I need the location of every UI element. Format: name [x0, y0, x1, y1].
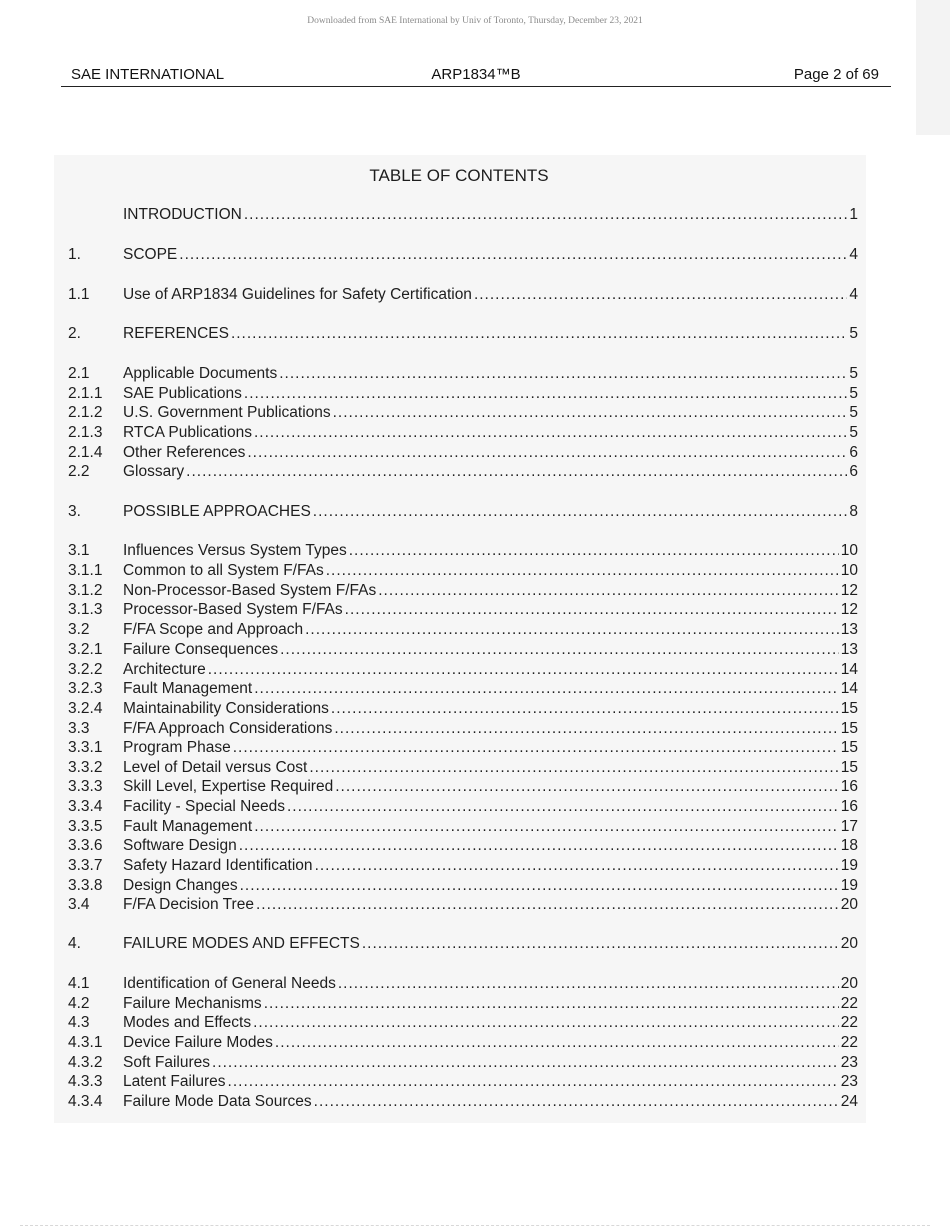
toc-entry-line	[123, 698, 858, 720]
download-note: Downloaded from SAE International by Univ of Toronto, Thursday, December 23, 2021	[307, 16, 643, 26]
scan-artifact-line	[20, 1225, 930, 1228]
toc-entry-page: 16	[840, 778, 858, 795]
toc-entry	[68, 1012, 858, 1034]
toc-entry-number: 3.2.3	[68, 680, 103, 697]
toc-entry-number: 3.2.1	[68, 641, 103, 658]
toc-entry	[68, 855, 858, 877]
toc-entry-number: 2.	[68, 325, 81, 342]
toc-entry-line	[123, 501, 858, 523]
toc-entry-title: F/FA Scope and Approach	[123, 621, 304, 638]
toc-entry-page: 5	[849, 325, 858, 342]
toc-entry-line	[123, 461, 858, 483]
toc-entry-page: 12	[840, 601, 858, 618]
toc-entry-line	[123, 244, 858, 266]
toc-entry-title: RTCA Publications	[123, 424, 252, 441]
toc-entry-title: Design Changes	[123, 877, 238, 894]
toc-entry	[68, 599, 858, 621]
toc-entry-line	[123, 1071, 858, 1093]
toc-entry-number: 1.	[68, 246, 81, 263]
toc-entry-number: 1.1	[68, 286, 90, 303]
toc-entry-line	[123, 1012, 858, 1034]
toc-entry-line	[123, 363, 858, 385]
toc-dot-leader	[231, 323, 847, 345]
toc-entry	[68, 1032, 858, 1054]
toc-entry-number: 4.	[68, 935, 81, 952]
toc-entry-title: Non-Processor-Based System F/FAs	[123, 582, 377, 599]
toc-entry-page: 10	[840, 542, 858, 559]
header-organization: SAE INTERNATIONAL	[71, 66, 225, 83]
toc-entry-page: 24	[840, 1093, 858, 1110]
toc-entry-title: Program Phase	[123, 739, 231, 756]
toc-dot-leader	[338, 973, 839, 995]
toc-dot-leader	[345, 599, 839, 621]
toc-entry-page: 15	[840, 739, 858, 756]
toc-dot-leader	[315, 855, 839, 877]
toc-entry-number: 3.2.2	[68, 661, 103, 678]
toc-entry	[68, 560, 858, 582]
toc-entry-number: 2.1.1	[68, 385, 103, 402]
toc-entry	[68, 402, 858, 424]
toc-entry-line	[123, 619, 858, 641]
toc-dot-leader	[305, 619, 839, 641]
toc-entry-number: 3.2.4	[68, 700, 103, 717]
toc-entry	[68, 619, 858, 641]
toc-entry-number: 4.3.2	[68, 1054, 103, 1071]
toc-entry-number: 3.3.2	[68, 759, 103, 776]
toc-entry-page: 8	[849, 503, 858, 520]
toc-dot-leader	[362, 933, 839, 955]
toc-entry-title: Level of Detail versus Cost	[123, 759, 308, 776]
toc-entry-title: Identification of General Needs	[123, 975, 336, 992]
toc-entry-page: 23	[840, 1073, 858, 1090]
toc-entry-title: Architecture	[123, 661, 206, 678]
toc-entry-title: SAE Publications	[123, 385, 242, 402]
toc-dot-leader	[254, 422, 847, 444]
toc-entry-title: Glossary	[123, 463, 185, 480]
toc-dot-leader	[254, 678, 839, 700]
toc-entry	[68, 894, 858, 916]
toc-entry-number: 4.3.1	[68, 1034, 103, 1051]
toc-entry-title: U.S. Government Publications	[123, 404, 331, 421]
toc-dot-leader	[287, 796, 839, 818]
toc-entry-page: 14	[840, 661, 858, 678]
toc-entry-page: 10	[840, 562, 858, 579]
toc-entry-title: Applicable Documents	[123, 365, 278, 382]
toc-entry-line	[123, 933, 858, 955]
toc-entry-title: Soft Failures	[123, 1054, 211, 1071]
toc-entry	[68, 678, 858, 700]
toc-entry-page: 22	[840, 1034, 858, 1051]
toc-entry-page: 14	[840, 680, 858, 697]
toc-entry-number: 3.1.3	[68, 601, 103, 618]
toc-entry-number: 3.3.3	[68, 778, 103, 795]
toc-entry-title: REFERENCES	[123, 325, 229, 342]
toc-dot-leader	[313, 501, 848, 523]
toc-entry-title: Use of ARP1834 Guidelines for Safety Certification	[123, 286, 472, 303]
toc-entry-line	[123, 560, 858, 582]
toc-entry-page: 18	[840, 837, 858, 854]
toc-entry-page: 6	[849, 463, 858, 480]
toc-dot-leader	[333, 402, 848, 424]
toc-entry-page: 22	[840, 1014, 858, 1031]
toc-entry-title: Maintainability Considerations	[123, 700, 329, 717]
toc-entry-line	[123, 894, 858, 916]
toc-entry-line	[123, 204, 858, 226]
toc-dot-leader	[239, 835, 839, 857]
toc-entry-line	[123, 796, 858, 818]
toc-entry	[68, 973, 858, 995]
toc-entry-page: 5	[849, 385, 858, 402]
toc-entry-title: Processor-Based System F/FAs	[123, 601, 343, 618]
toc-entry-title: SCOPE	[123, 246, 178, 263]
toc-entry-number: 4.3.3	[68, 1073, 103, 1090]
toc-entry-page: 6	[849, 444, 858, 461]
toc-entry-number: 3.	[68, 503, 81, 520]
toc-entry-title: Influences Versus System Types	[123, 542, 347, 559]
toc-dot-leader	[279, 363, 847, 385]
toc-entry	[68, 796, 858, 818]
toc-entry-page: 20	[840, 935, 858, 952]
toc-entry-page: 20	[840, 896, 858, 913]
toc-entry-title: Failure Mechanisms	[123, 995, 262, 1012]
toc-dot-leader	[314, 1091, 839, 1113]
toc-entry-line	[123, 855, 858, 877]
toc-entry-line	[123, 402, 858, 424]
toc-title: TABLE OF CONTENTS	[369, 166, 549, 185]
toc-entry-title: F/FA Decision Tree	[123, 896, 254, 913]
toc-entry-title: Failure Consequences	[123, 641, 279, 658]
toc-entry-number: 3.2	[68, 621, 90, 638]
toc-entry-number: 3.1	[68, 542, 90, 559]
toc-entry-line	[123, 973, 858, 995]
toc-entry-page: 19	[840, 877, 858, 894]
toc-entry-number: 4.2	[68, 995, 90, 1012]
toc-entry-page: 13	[840, 621, 858, 638]
toc-entry	[68, 835, 858, 857]
toc-entry-page: 5	[849, 365, 858, 382]
toc-entry-number: 2.1.4	[68, 444, 103, 461]
toc-entry-title: Common to all System F/FAs	[123, 562, 324, 579]
toc-dot-leader	[326, 560, 839, 582]
toc-dot-leader	[179, 244, 847, 266]
toc-entry-line	[123, 776, 858, 798]
toc-entry	[68, 698, 858, 720]
toc-dot-leader	[335, 776, 839, 798]
toc-entry-number: 3.1.1	[68, 562, 103, 579]
toc-entry-page: 5	[849, 404, 858, 421]
header-document-id: ARP1834™B	[431, 66, 521, 83]
toc-entry-number: 2.1.2	[68, 404, 103, 421]
toc-dot-leader	[349, 540, 839, 562]
toc-entry-number: 4.1	[68, 975, 90, 992]
toc-entry	[68, 204, 858, 226]
toc-dot-leader	[331, 698, 839, 720]
toc-entry-page: 19	[840, 857, 858, 874]
toc-entry	[68, 1091, 858, 1113]
toc-entry-page: 5	[849, 424, 858, 441]
toc-dot-leader	[280, 639, 839, 661]
toc-dot-leader	[275, 1032, 839, 1054]
toc-entry-title: POSSIBLE APPROACHES	[123, 503, 311, 520]
toc-entry-page: 12	[840, 582, 858, 599]
toc-entry	[68, 1071, 858, 1093]
toc-entry-line	[123, 1091, 858, 1113]
toc-entry-number: 3.1.2	[68, 582, 103, 599]
toc-entry	[68, 540, 858, 562]
toc-entry-page: 4	[849, 286, 858, 303]
toc-entry-title: Other References	[123, 444, 246, 461]
toc-entry-title: Fault Management	[123, 818, 253, 835]
toc-entry-line	[123, 835, 858, 857]
toc-entry-page: 15	[840, 700, 858, 717]
toc-entry-line	[123, 422, 858, 444]
toc-entry-title: Latent Failures	[123, 1073, 226, 1090]
toc-entry-page: 13	[840, 641, 858, 658]
toc-entry	[68, 639, 858, 661]
toc-entry-number: 4.3	[68, 1014, 90, 1031]
toc-entry-title: Device Failure Modes	[123, 1034, 273, 1051]
toc-entry-number: 3.3	[68, 720, 90, 737]
toc-entry-page: 16	[840, 798, 858, 815]
toc-entry-number: 3.3.6	[68, 837, 103, 854]
toc-entry	[68, 323, 858, 345]
toc-entry-title: Facility - Special Needs	[123, 798, 285, 815]
toc-entry-number: 2.1	[68, 365, 90, 382]
toc-entry-line	[123, 599, 858, 621]
toc-entry-number: 3.4	[68, 896, 90, 913]
toc-dot-leader	[186, 461, 847, 483]
toc-entry-title: F/FA Approach Considerations	[123, 720, 333, 737]
toc-entry-number: 3.3.8	[68, 877, 103, 894]
toc-entry-title: Fault Management	[123, 680, 253, 697]
toc-entry-title: Modes and Effects	[123, 1014, 252, 1031]
toc-entry-line	[123, 737, 858, 759]
toc-entry	[68, 933, 858, 955]
scan-edge	[916, 0, 950, 135]
toc-entry	[68, 284, 858, 306]
toc-entry-line	[123, 678, 858, 700]
toc-dot-leader	[233, 737, 839, 759]
toc-dot-leader	[228, 1071, 839, 1093]
toc-entry-number: 3.3.7	[68, 857, 103, 874]
toc-entry-page: 20	[840, 975, 858, 992]
toc-entry	[68, 461, 858, 483]
toc-entry-page: 15	[840, 720, 858, 737]
toc-entry-line	[123, 323, 858, 345]
toc-entry-title: Software Design	[123, 837, 237, 854]
toc-entry-title: FAILURE MODES AND EFFECTS	[123, 935, 360, 952]
toc-dot-leader	[253, 1012, 839, 1034]
header-page-number: Page 2 of 69	[793, 66, 879, 83]
toc-entry-number: 4.3.4	[68, 1093, 103, 1110]
toc-entry-line	[123, 639, 858, 661]
toc-entry	[68, 501, 858, 523]
toc-entry-page: 22	[840, 995, 858, 1012]
toc-dot-leader	[256, 894, 839, 916]
toc-entry-line	[123, 1032, 858, 1054]
toc-dot-leader	[474, 284, 847, 306]
toc-entry-line	[123, 284, 858, 306]
toc-entry-number: 2.2	[68, 463, 90, 480]
toc-entry	[68, 363, 858, 385]
toc-entry-page: 17	[840, 818, 858, 835]
toc-entry-title: INTRODUCTION	[123, 206, 242, 223]
toc-entry-number: 2.1.3	[68, 424, 103, 441]
toc-entry-number: 3.3.1	[68, 739, 103, 756]
toc-entry	[68, 422, 858, 444]
toc-entry-title: Failure Mode Data Sources	[123, 1093, 312, 1110]
toc-entry-line	[123, 540, 858, 562]
toc-entry	[68, 244, 858, 266]
toc-entry-number: 3.3.4	[68, 798, 103, 815]
toc-entry-title: Skill Level, Expertise Required	[123, 778, 334, 795]
toc-entry-page: 1	[849, 206, 858, 223]
toc-entry	[68, 776, 858, 798]
toc-entry-page: 23	[840, 1054, 858, 1071]
toc-dot-leader	[244, 204, 848, 226]
toc-entry-page: 15	[840, 759, 858, 776]
toc-entry	[68, 737, 858, 759]
page-header	[61, 64, 891, 87]
toc-entry-number: 3.3.5	[68, 818, 103, 835]
toc-entry-title: Safety Hazard Identification	[123, 857, 313, 874]
toc-entry-page: 4	[849, 246, 858, 263]
